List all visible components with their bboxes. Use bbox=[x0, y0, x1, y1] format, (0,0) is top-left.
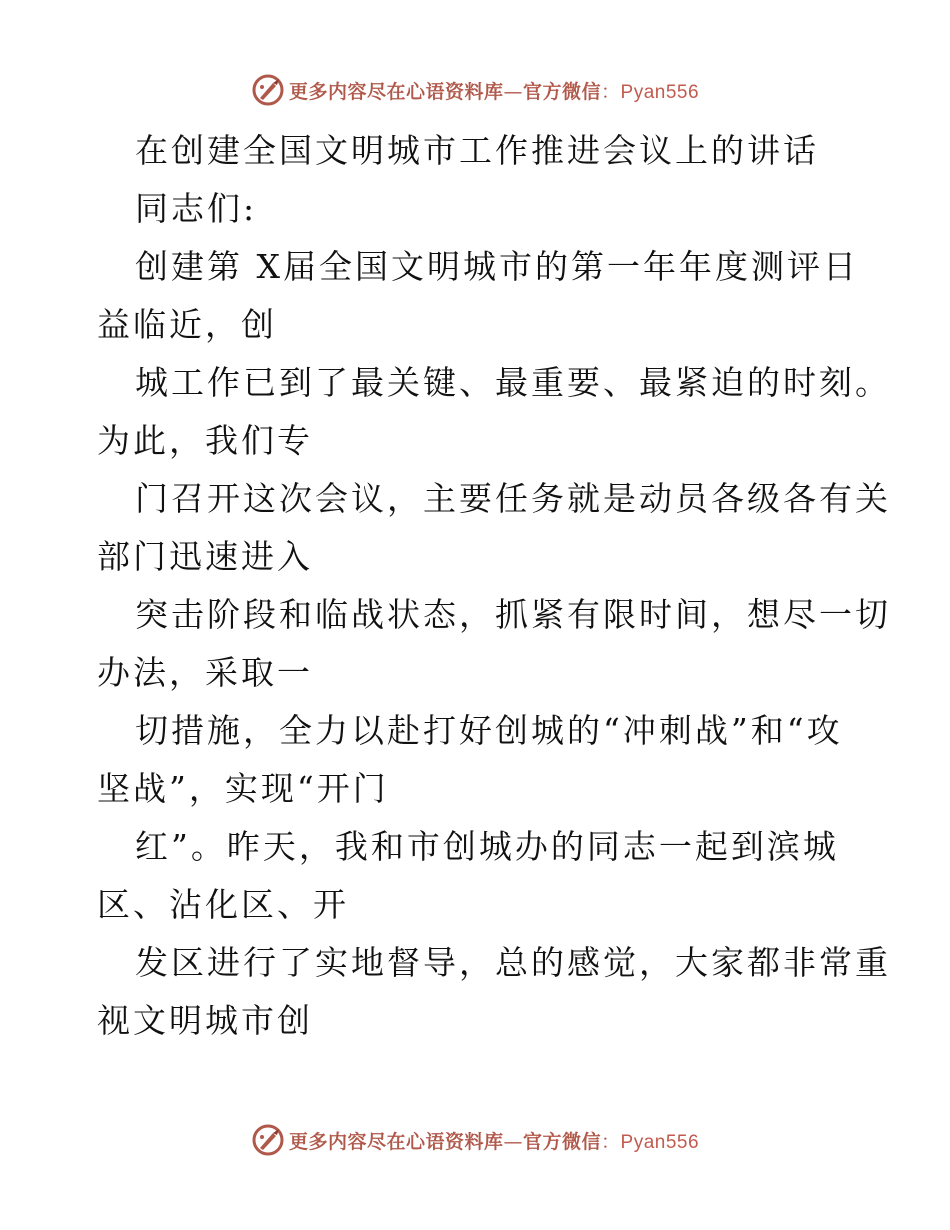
paragraph-line: 切措施，全力以赴打好创城的“冲刺战”和“攻 bbox=[135, 711, 843, 750]
paragraph-line: 红”。昨天，我和市创城办的同志一起到滨城 bbox=[135, 827, 839, 866]
header-watermark-banner bbox=[0, 70, 950, 110]
banner-colon: ： bbox=[601, 80, 621, 103]
paragraph-line: 发区进行了实地督导，总的感觉，大家都非常重 bbox=[135, 943, 891, 982]
banner-text bbox=[289, 1127, 699, 1154]
salutation: 同志们: bbox=[135, 189, 258, 228]
banner-text bbox=[289, 77, 699, 104]
paragraph-line: 视文明城市创 bbox=[97, 1001, 313, 1040]
paragraph-line: 区、沾化区、开 bbox=[97, 885, 349, 924]
paragraph-line: 门召开这次会议，主要任务就是动员各级各有关 bbox=[135, 479, 891, 518]
paragraph-line: 办法，采取一 bbox=[97, 653, 313, 692]
banner-dash: — bbox=[503, 80, 523, 103]
paragraph-line: 城工作已到了最关键、最重要、最紧迫的时刻。 bbox=[135, 363, 891, 402]
banner-colon: ： bbox=[601, 1130, 621, 1153]
document-body bbox=[0, 122, 950, 1050]
paragraph-line: 坚战”，实现“开门 bbox=[97, 769, 389, 808]
banner-dash: — bbox=[503, 1130, 523, 1153]
banner-site-text: 更多内容尽在心语资料库 bbox=[288, 80, 504, 103]
document-title: 在创建全国文明城市工作推进会议上的讲话 bbox=[135, 131, 819, 170]
footer-watermark-banner bbox=[0, 1120, 950, 1160]
paragraph-line: 益临近，创 bbox=[97, 305, 277, 344]
banner-wechat-label: 官方微信 bbox=[522, 1130, 601, 1153]
paragraph-line: 突击阶段和临战状态，抓紧有限时间，想尽一切 bbox=[135, 595, 891, 634]
banner-wechat-id: Pyan556 bbox=[620, 1131, 700, 1153]
banner-wechat-id: Pyan556 bbox=[620, 81, 700, 103]
quill-logo-icon bbox=[251, 1123, 285, 1157]
banner-wechat-label: 官方微信 bbox=[522, 80, 601, 103]
quill-logo-icon bbox=[251, 73, 285, 107]
paragraph-line: 部门迅速进入 bbox=[97, 537, 313, 576]
banner-site-text: 更多内容尽在心语资料库 bbox=[288, 1130, 504, 1153]
paragraph-line: 创建第 X届全国文明城市的第一年年度测评日 bbox=[135, 247, 859, 286]
paragraph-line: 为此，我们专 bbox=[97, 421, 313, 460]
